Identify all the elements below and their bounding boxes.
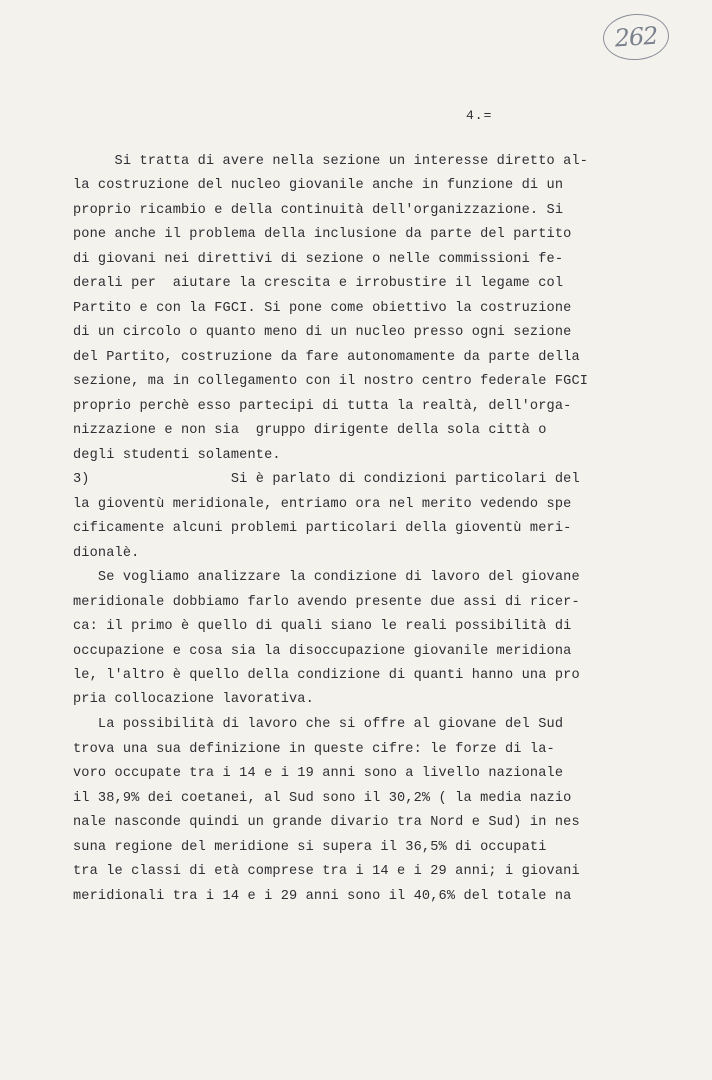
- text-line: la gioventù meridionale, entriamo ora nel merito vedendo spe: [73, 497, 572, 512]
- text-line: Partito e con la FGCI. Si pone come obiettivo la costruzione: [73, 301, 572, 316]
- text-line: ca: il primo è quello di quali siano le reali possibilità di: [73, 619, 572, 634]
- text-line: proprio perchè esso partecipi di tutta la realtà, dell'orga-: [73, 399, 572, 414]
- text-line: Se vogliamo analizzare la condizione di lavoro del giovane: [73, 570, 580, 585]
- text-line: tra le classi di età comprese tra i 14 e i 29 anni; i giovani: [73, 864, 580, 879]
- archive-number-stamp: 262: [601, 12, 670, 62]
- text-line: Si tratta di avere nella sezione un interesse diretto al-: [73, 154, 589, 169]
- text-line: proprio ricambio e della continuità dell'organizzazione. Si: [73, 203, 564, 218]
- text-line: pone anche il problema della inclusione da parte del partito: [73, 227, 572, 242]
- text-line: derali per aiutare la crescita e irrobustire il legame col: [73, 276, 564, 291]
- text-line: trova una sua definizione in queste cifre: le forze di la-: [73, 742, 555, 757]
- text-line: pria collocazione lavorativa.: [73, 692, 314, 707]
- text-line: nale nasconde quindi un grande divario tra Nord e Sud) in nes: [73, 815, 580, 830]
- text-line: sezione, ma in collegamento con il nostro centro federale FGCI: [73, 374, 589, 389]
- page-number: 4.=: [466, 108, 493, 123]
- text-line: cificamente alcuni problemi particolari della gioventù meri-: [73, 521, 572, 536]
- text-line: del Partito, costruzione da fare autonomamente da parte della: [73, 350, 580, 365]
- text-line: di giovani nei direttivi di sezione o nelle commissioni fe-: [73, 252, 564, 267]
- text-line: 3) Si è parlato di condizioni particolari del: [73, 472, 580, 487]
- text-line: dionalè.: [73, 546, 140, 561]
- text-line: nizzazione e non sia gruppo dirigente della sola città o: [73, 423, 547, 438]
- text-line: il 38,9% dei coetanei, al Sud sono il 30,2% ( la media nazio: [73, 791, 572, 806]
- text-line: suna regione del meridione si supera il 36,5% di occupati: [73, 840, 547, 855]
- text-line: degli studenti solamente.: [73, 448, 281, 463]
- text-line: meridionale dobbiamo farlo avendo presente due assi di ricer-: [73, 595, 580, 610]
- text-line: meridionali tra i 14 e i 29 anni sono il 40,6% del totale na: [73, 889, 572, 904]
- text-line: occupazione e cosa sia la disoccupazione giovanile meridiona: [73, 644, 572, 659]
- text-line: voro occupate tra i 14 e i 19 anni sono a livello nazionale: [73, 766, 564, 781]
- text-line: le, l'altro è quello della condizione di quanti hanno una pro: [73, 668, 580, 683]
- text-line: di un circolo o quanto meno di un nucleo presso ogni sezione: [73, 325, 572, 340]
- text-line: La possibilità di lavoro che si offre al giovane del Sud: [73, 717, 564, 732]
- text-line: la costruzione del nucleo giovanile anche in funzione di un: [73, 178, 564, 193]
